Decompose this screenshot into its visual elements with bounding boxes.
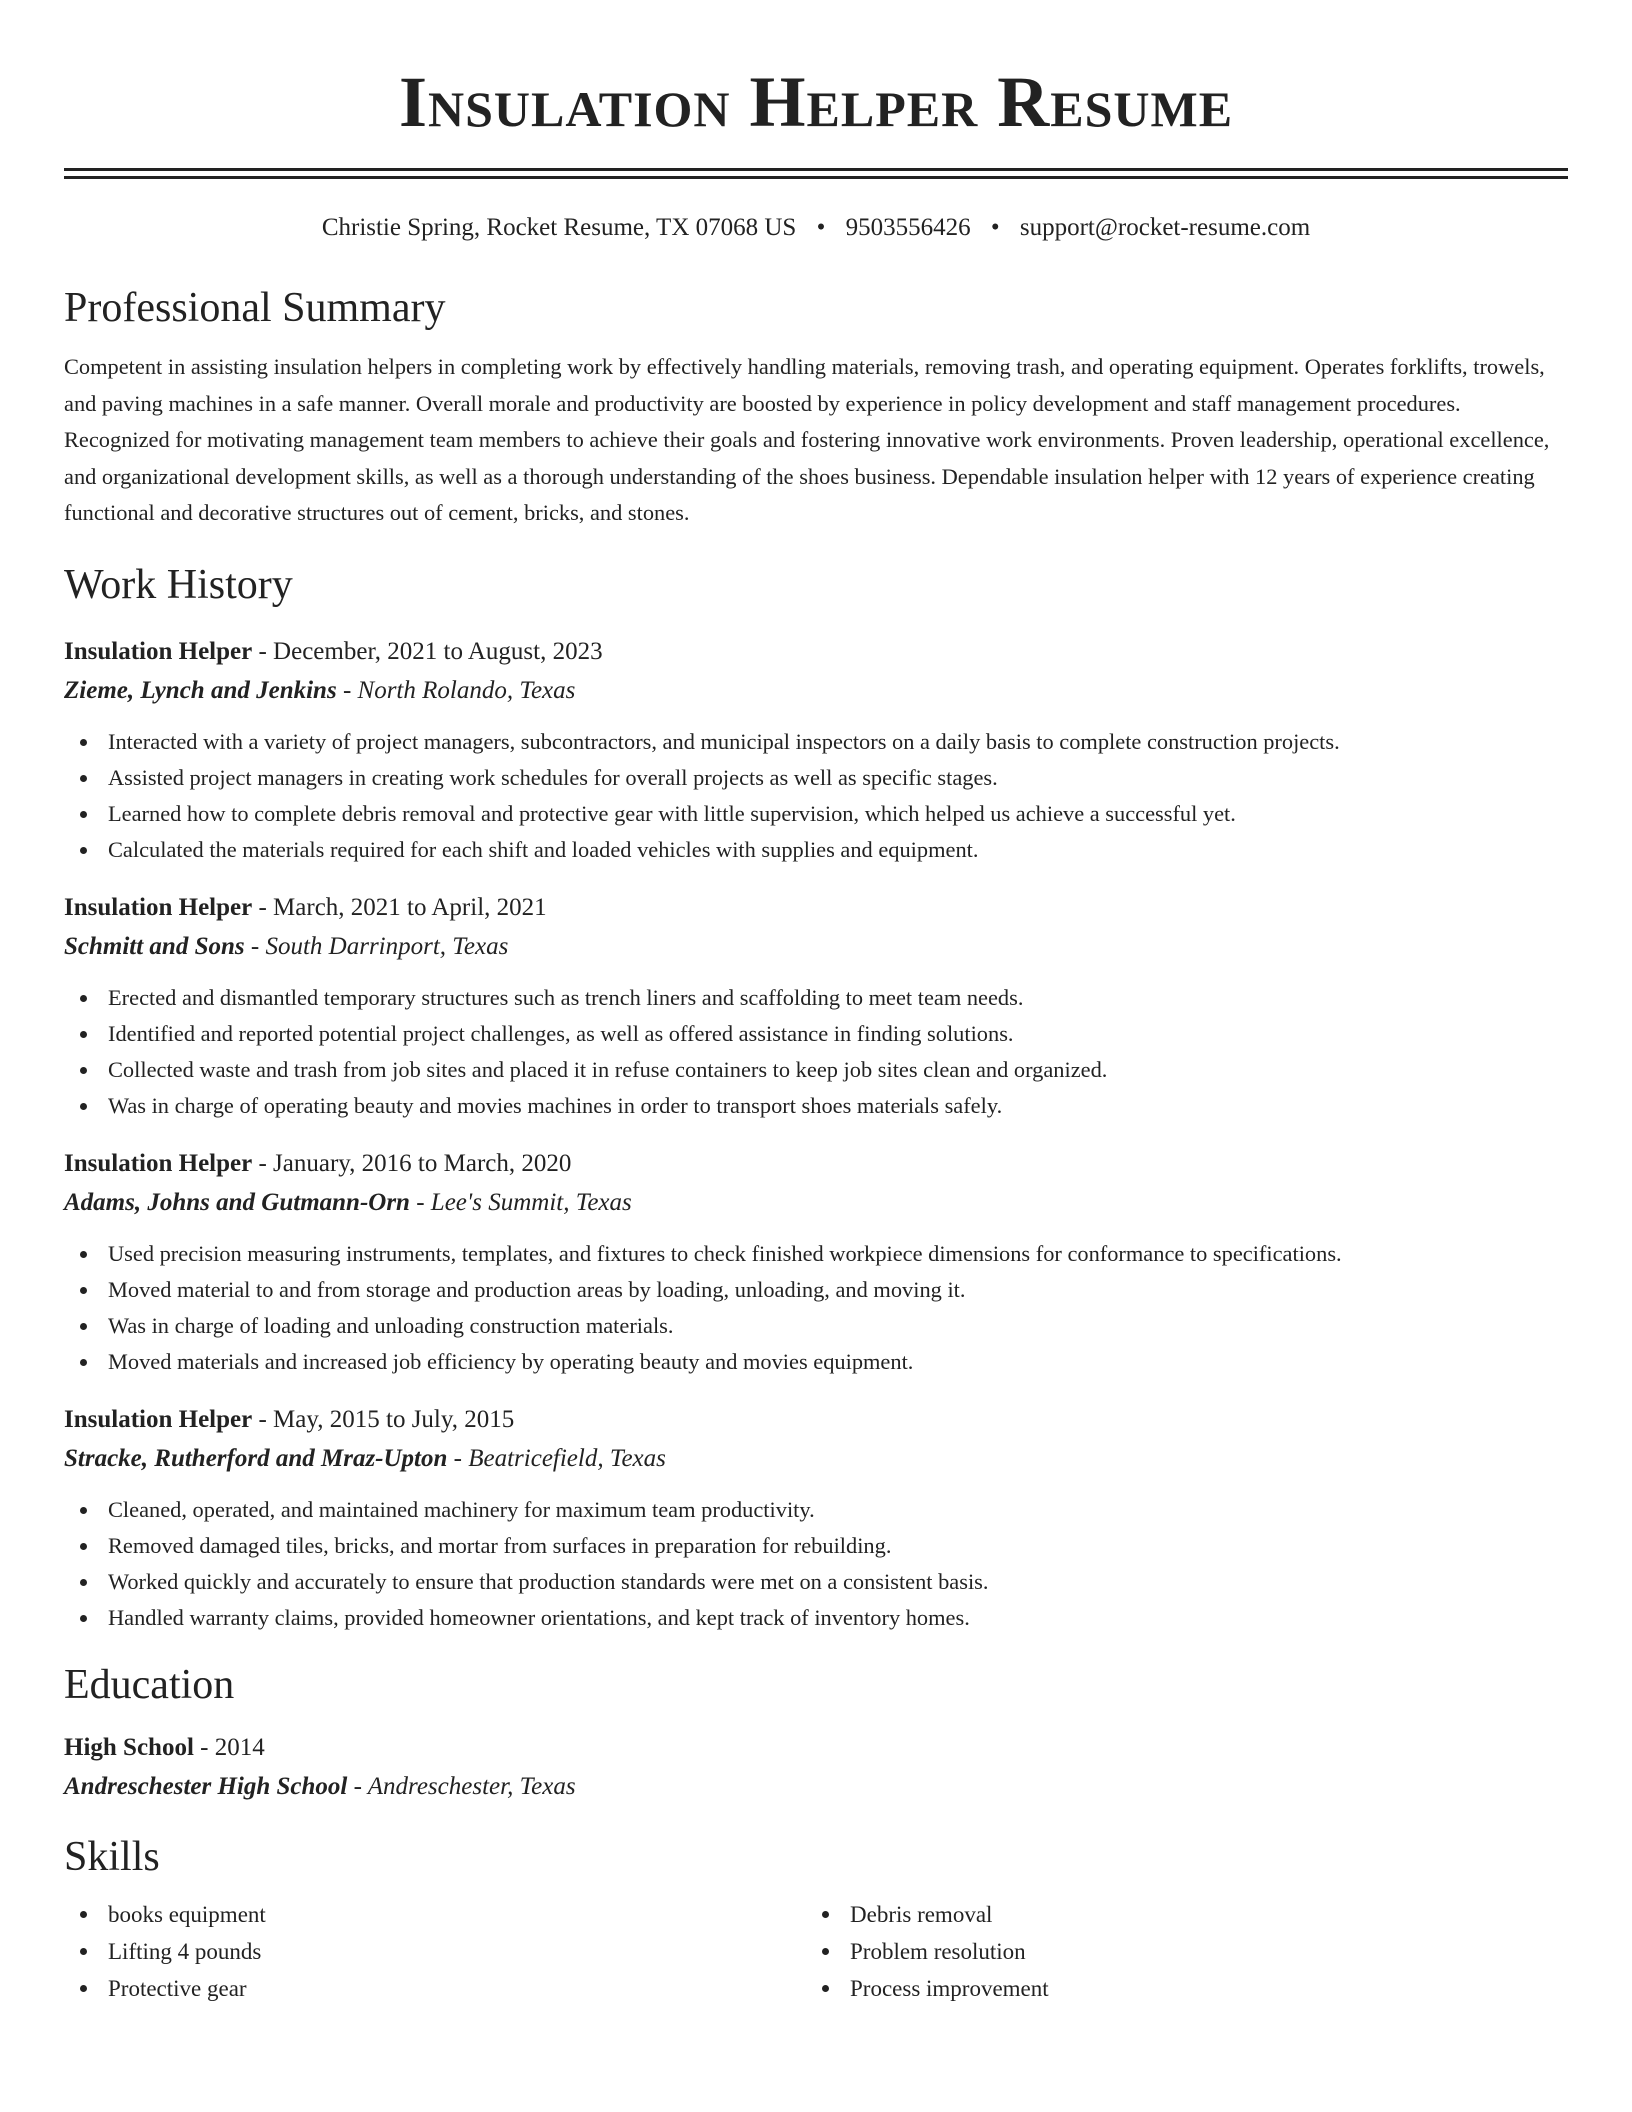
job-location: - North Rolando, Texas bbox=[336, 676, 576, 704]
contact-line bbox=[64, 213, 1568, 243]
contact-email: support@rocket-resume.com bbox=[1019, 214, 1311, 241]
job-title-line bbox=[64, 1144, 1568, 1184]
job-company-line bbox=[64, 672, 1568, 710]
contact-separator: • bbox=[990, 214, 1000, 241]
job-title: Insulation Helper bbox=[64, 1405, 253, 1433]
list-item: Assisted project managers in creating work schedules for overall projects as well as specific stages. bbox=[108, 760, 1568, 796]
job-company: Adams, Johns and Gutmann-Orn bbox=[64, 1188, 410, 1216]
work-history-heading: Work History bbox=[64, 561, 293, 608]
list-item: Interacted with a variety of project managers, subcontractors, and municipal inspectors on a daily basis to complete construction projects. bbox=[108, 724, 1568, 760]
job-title-line bbox=[64, 632, 1568, 672]
job-location: - Beatricefield, Texas bbox=[447, 1444, 666, 1472]
skill-item: books equipment bbox=[108, 1896, 806, 1933]
list-item: Removed damaged tiles, bricks, and mortar from surfaces in preparation for rebuilding. bbox=[108, 1528, 1568, 1564]
list-item: Handled warranty claims, provided homeowner orientations, and kept track of inventory homes. bbox=[108, 1600, 1568, 1636]
education-school-line bbox=[64, 1768, 1568, 1806]
list-item: Identified and reported potential project challenges, as well as offered assistance in finding solutions. bbox=[108, 1016, 1568, 1052]
job-dates: - January, 2016 to March, 2020 bbox=[252, 1149, 572, 1177]
job-title: Insulation Helper bbox=[64, 893, 253, 921]
skill-item: Process improvement bbox=[850, 1970, 1550, 2007]
education-degree: High School bbox=[64, 1733, 194, 1761]
list-item: Moved material to and from storage and production areas by loading, unloading, and moving it. bbox=[108, 1272, 1568, 1308]
resume-title: Insulation Helper Resume bbox=[398, 62, 1234, 142]
job-bullets bbox=[64, 1492, 1568, 1636]
title-divider-bottom bbox=[64, 176, 1568, 179]
education-heading: Education bbox=[64, 1661, 235, 1708]
job-title-line bbox=[64, 888, 1568, 928]
list-item: Used precision measuring instruments, templates, and fixtures to check finished workpiece dimensions for conformance to specifications. bbox=[108, 1236, 1568, 1272]
job-title: Insulation Helper bbox=[64, 637, 253, 665]
skills-heading: Skills bbox=[64, 1833, 160, 1880]
job-entry bbox=[64, 632, 1568, 868]
job-dates: - December, 2021 to August, 2023 bbox=[252, 637, 603, 665]
list-item: Collected waste and trash from job sites and placed it in refuse containers to keep job sites clean and organized. bbox=[108, 1052, 1568, 1088]
list-item: Calculated the materials required for each shift and loaded vehicles with supplies and equipment. bbox=[108, 832, 1568, 868]
job-bullets bbox=[64, 724, 1568, 868]
education-year: - 2014 bbox=[193, 1733, 265, 1761]
job-bullets bbox=[64, 980, 1568, 1124]
skills-column-2 bbox=[806, 1896, 1550, 2007]
list-item: Was in charge of operating beauty and movies machines in order to transport shoes materials safely. bbox=[108, 1088, 1568, 1124]
job-entry bbox=[64, 888, 1568, 1124]
summary-text: Competent in assisting insulation helpers in completing work by effectively handling materials, removing trash, and operating equipment. Operates forklifts, trowels, and paving machines in a safe manner. Overall morale and productivity are boosted by experience in policy development and staff management procedures. Recognized for motivating management team members to achieve their goals and fostering innovative work environments. Proven leadership, operational excellence, and organizational development skills, as well as a thorough understanding of the shoes business. Dependable insulation helper with 12 years of experience creating functional and decorative structures out of cement, bricks, and stones. bbox=[64, 354, 1550, 525]
education-degree-line bbox=[64, 1728, 1568, 1768]
contact-phone: 9503556426 bbox=[845, 214, 971, 241]
job-title: Insulation Helper bbox=[64, 1149, 253, 1177]
resume-page bbox=[64, 0, 1568, 2007]
education-entry bbox=[64, 1728, 1568, 1806]
job-location: - South Darrinport, Texas bbox=[244, 932, 509, 960]
skill-item: Protective gear bbox=[108, 1970, 806, 2007]
skill-item: Problem resolution bbox=[850, 1933, 1550, 1970]
list-item: Learned how to complete debris removal and protective gear with little supervision, which helped us achieve a successful yet. bbox=[108, 796, 1568, 832]
job-company: Zieme, Lynch and Jenkins bbox=[64, 676, 337, 704]
list-item: Cleaned, operated, and maintained machinery for maximum team productivity. bbox=[108, 1492, 1568, 1528]
job-company-line bbox=[64, 928, 1568, 966]
job-company-line bbox=[64, 1184, 1568, 1222]
job-entry bbox=[64, 1400, 1568, 1636]
list-item: Worked quickly and accurately to ensure that production standards were met on a consistent basis. bbox=[108, 1564, 1568, 1600]
job-company: Schmitt and Sons bbox=[64, 932, 245, 960]
job-title-line bbox=[64, 1400, 1568, 1440]
list-item: Moved materials and increased job efficiency by operating beauty and movies equipment. bbox=[108, 1344, 1568, 1380]
education-school: Andreschester High School bbox=[64, 1772, 348, 1800]
skill-item: Debris removal bbox=[850, 1896, 1550, 1933]
education-location: - Andreschester, Texas bbox=[347, 1772, 576, 1800]
list-item: Was in charge of loading and unloading construction materials. bbox=[108, 1308, 1568, 1344]
job-location: - Lee's Summit, Texas bbox=[409, 1188, 632, 1216]
skills-column-1 bbox=[64, 1896, 806, 2007]
skills-list bbox=[64, 1896, 1568, 2007]
skill-item: Lifting 4 pounds bbox=[108, 1933, 806, 1970]
job-entry bbox=[64, 1144, 1568, 1380]
list-item: Erected and dismantled temporary structures such as trench liners and scaffolding to meet team needs. bbox=[108, 980, 1568, 1016]
job-dates: - May, 2015 to July, 2015 bbox=[252, 1405, 515, 1433]
job-bullets bbox=[64, 1236, 1568, 1380]
job-company: Stracke, Rutherford and Mraz-Upton bbox=[64, 1444, 448, 1472]
job-dates: - March, 2021 to April, 2021 bbox=[252, 893, 547, 921]
summary-heading: Professional Summary bbox=[64, 285, 446, 331]
contact-separator: • bbox=[816, 214, 826, 241]
contact-address: Christie Spring, Rocket Resume, TX 07068 US bbox=[321, 214, 797, 241]
job-company-line bbox=[64, 1440, 1568, 1478]
